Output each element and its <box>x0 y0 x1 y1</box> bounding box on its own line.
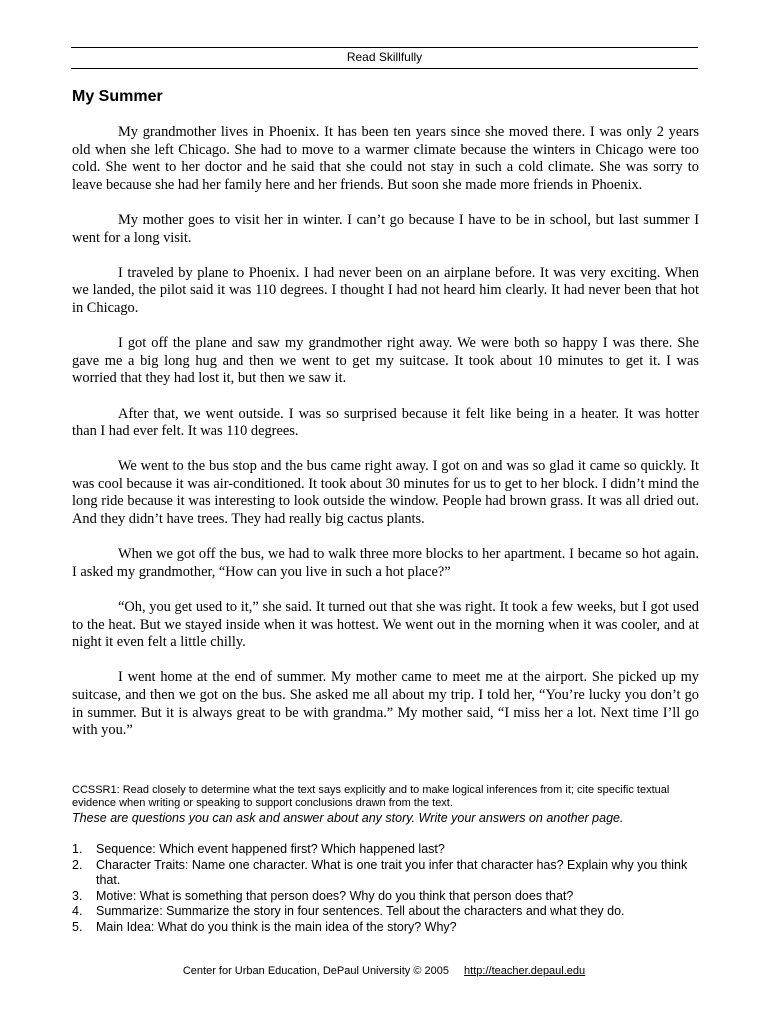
page-header <box>71 47 698 69</box>
story-paragraph: My mother goes to visit her in winter. I can’t go because I have to be in school, but last summer I went for a long visit. <box>72 211 699 246</box>
story-paragraph: My grandmother lives in Phoenix. It has been ten years since she moved there. I was only 2 years old when she left Chicago. She had to move to a warmer climate because the winters in Chicago were too cold. She went to her doctor and he said that she could not stay in such a cold climate. She was sorry to leave because she had her family here and her friends. But soon she made more friends in Phoenix. <box>72 124 699 193</box>
footer-link[interactable]: http://teacher.depaul.edu <box>464 965 586 977</box>
story-body <box>72 124 699 740</box>
question-item <box>72 920 699 936</box>
story-paragraph: I got off the plane and saw my grandmother right away. We were both so happy I was there. She gave me a big long hug and then we went to get my suitcase. It took about 10 minutes to get it. I was worried that they had lost it, but then we saw it. <box>72 335 699 387</box>
story-paragraph: When we got off the bus, we had to walk three more blocks to her apartment. I became so hot again. I asked my grandmother, “How can you live in such a hot place?” <box>72 546 699 580</box>
footer-credit: Center for Urban Education, DePaul University © 2005 <box>182 965 449 977</box>
question-item <box>72 842 699 858</box>
story-title: My Summer <box>72 88 163 105</box>
question-item <box>72 858 699 889</box>
question-number: 3. <box>72 888 83 903</box>
question-text: Main Idea: What do you think is the main idea of the story? Why? <box>96 919 457 934</box>
question-item <box>72 889 699 905</box>
story-paragraph: I went home at the end of summer. My mother came to meet me at the airport. She picked up my suitcase, and then we got on the bus. She asked me all about my trip. I told her, “You’re lucky you don’t go in summer. But it is always great to be with grandma.” My mother said, “I miss her a lot. Next time I’ll go with you.” <box>72 669 699 739</box>
story-paragraph: I traveled by plane to Phoenix. I had never been on an airplane before. It was very exciting. When we landed, the pilot said it was 110 degrees. I thought I had not heard him clearly. It had never been that hot in Chicago. <box>72 264 699 316</box>
question-item <box>72 904 699 920</box>
story-paragraph: “Oh, you get used to it,” she said. It turned out that she was right. It took a few weeks, but I got used to the heat. But we stayed inside when it was hottest. We went out in the morning when it was cooler, and at night it even felt a little chilly. <box>72 599 699 651</box>
question-text: Summarize: Summarize the story in four sentences. Tell about the characters and what they do. <box>96 904 625 918</box>
question-number: 5. <box>72 919 83 934</box>
question-number: 1. <box>72 842 83 856</box>
story-paragraph: After that, we went outside. I was so surprised because it felt like being in a heater. It was hotter than I had ever felt. It was 110 degrees. <box>72 405 699 440</box>
question-list <box>72 842 699 935</box>
question-text: Motive: What is something that person does? Why do you think that person does that? <box>96 888 574 903</box>
header-title: Read Skillfully <box>346 50 423 64</box>
standard-note: CCSSR1: Read closely to determine what the text says explicitly and to make logical inferences from it; cite specific textual evidence when writing or speaking to support conclusions drawn from the text. <box>72 784 670 809</box>
page-footer <box>0 964 768 978</box>
question-number: 2. <box>72 857 83 872</box>
question-text: Character Traits: Name one character. What is one trait you infer that character has? Explain why you think that. <box>96 857 688 887</box>
instruction-text: These are questions you can ask and answer about any story. Write your answers on another page. <box>72 811 624 825</box>
question-number: 4. <box>72 904 83 918</box>
question-text: Sequence: Which event happened first? Which happened last? <box>96 842 445 856</box>
story-paragraph: We went to the bus stop and the bus came right away. I got on and was so glad it came so quickly. It was cool because it was air-conditioned. It took about 30 minutes for us to get to her block. I didn’t mind the long ride because it was interesting to look outside the window. People had brown grass. It was all dried out. And they didn’t have trees. They had really big cactus plants. <box>72 458 699 528</box>
